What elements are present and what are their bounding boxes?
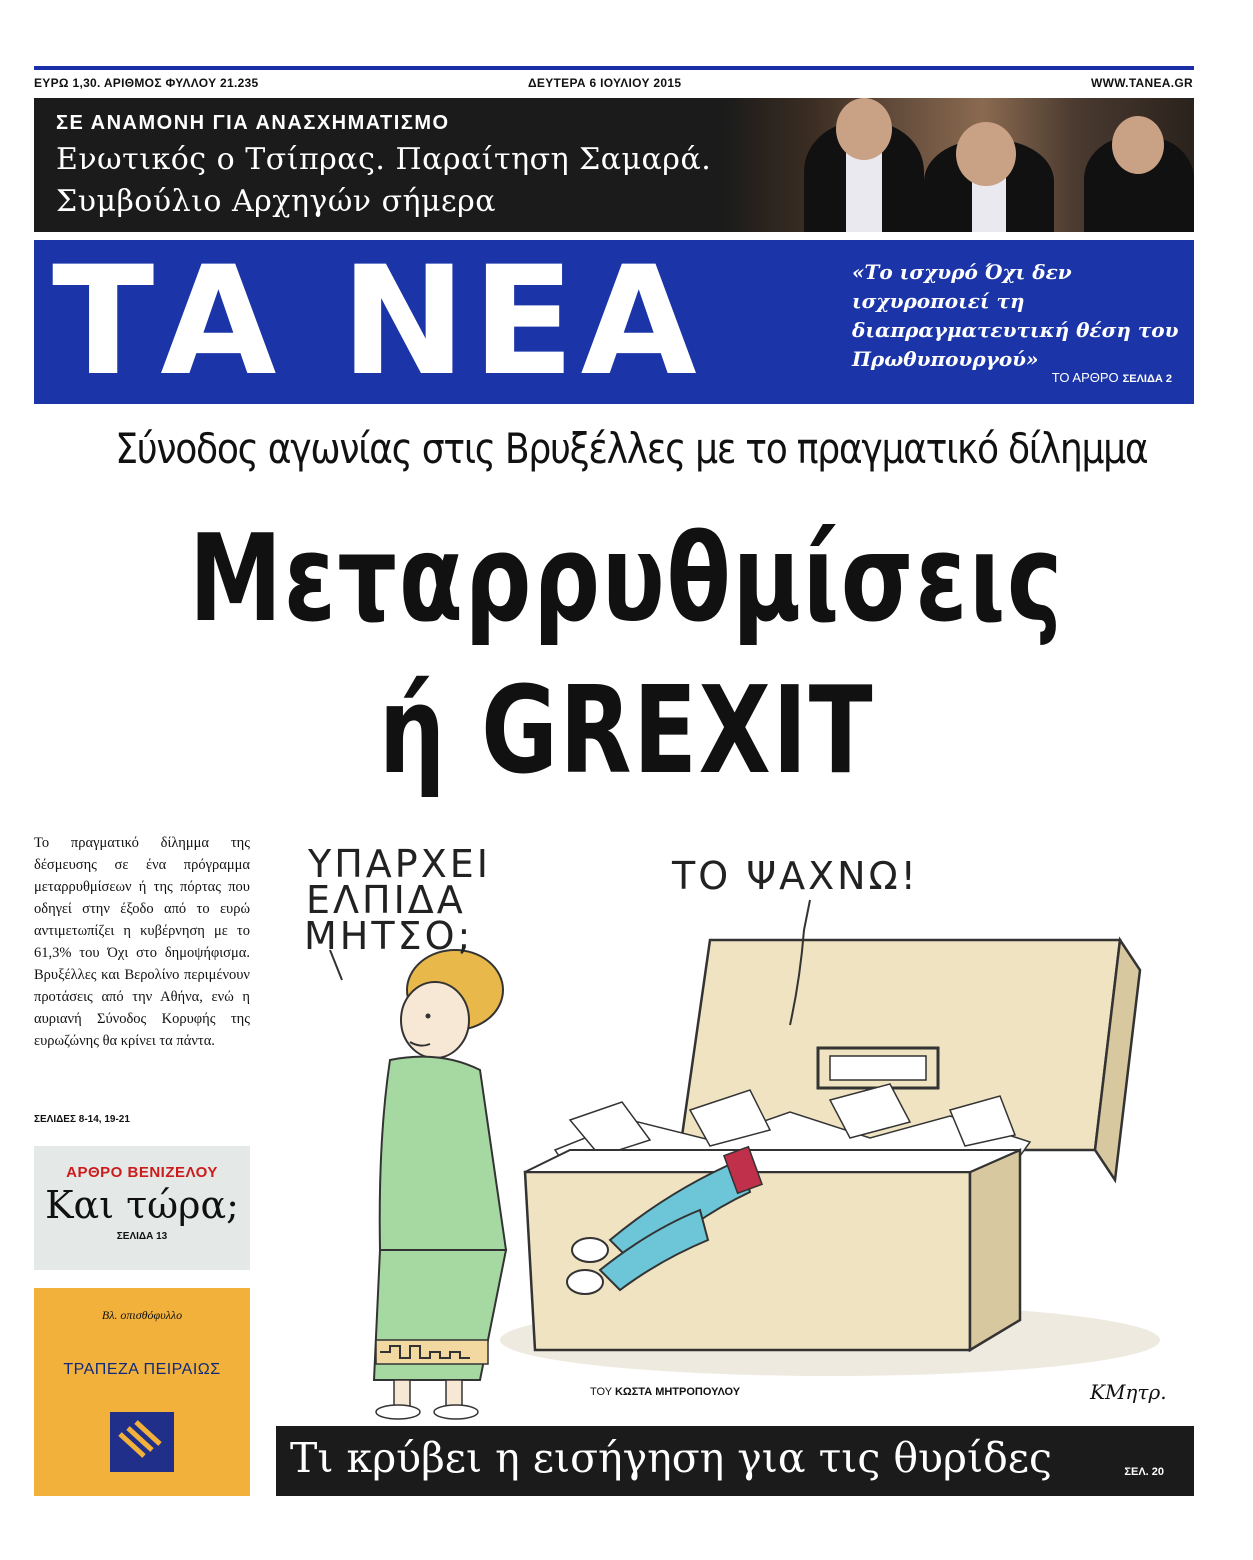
credit-name: ΚΩΣΤΑ ΜΗΤΡΟΠΟΥΛΟΥ — [614, 1386, 741, 1398]
cartoonist-signature: ΚΜητρ. — [1090, 1380, 1167, 1404]
top-banner[interactable] — [34, 98, 1194, 232]
banner-kicker: ΣΕ ΑΝΑΜΟΝΗ ΓΙΑ ΑΝΑΣΧΗΜΑΤΙΣΜΟ — [56, 112, 450, 134]
lead-article-pages[interactable]: ΣΕΛΙΔΕΣ 8-14, 19-21 — [34, 1114, 130, 1125]
person-center-head — [956, 122, 1016, 186]
person-right-head — [1112, 116, 1164, 174]
venizelos-article-box[interactable] — [34, 1146, 250, 1270]
main-kicker: Σύνοδος αγωνίας στις Βρυξέλλες με το πραγματικό δίλημμα — [115, 424, 1148, 473]
woman-speech-line-1: ΥΠΑΡΧΕΙ — [308, 842, 491, 886]
bottom-banner[interactable] — [276, 1426, 1194, 1496]
issue-date: ΔΕΥΤΕΡΑ 6 ΙΟΥΛΙΟΥ 2015 — [528, 76, 682, 90]
bottom-page: ΣΕΛ. 20 — [1124, 1466, 1164, 1478]
politicians-photo — [724, 98, 1194, 232]
main-headline-line-1[interactable]: Μεταρρυθμίσεις — [189, 510, 1064, 649]
editorial-ref-page: ΣΕΛΙΔΑ 2 — [1122, 373, 1172, 385]
editorial-cartoon — [270, 820, 1194, 1420]
bottom-headline: Τι κρύβει η εισήγηση για τις θυρίδες — [290, 1434, 1053, 1482]
banner-line-1: Ενωτικός ο Τσίπρας. Παραίτηση Σαμαρά. — [56, 142, 712, 177]
person-left-head — [836, 98, 892, 160]
credit-prefix: ΤΟΥ — [590, 1386, 612, 1398]
editorial-ref-label: ΤΟ ΑΡΘΡΟ — [1051, 370, 1119, 385]
cartoon-credit — [590, 1386, 740, 1398]
woman-speech-line-2: ΕΛΠΙΔΑ — [306, 878, 466, 922]
woman-speech-line-3: ΜΗΤΣΟ; — [304, 914, 474, 958]
editorial-reference[interactable] — [1052, 370, 1172, 385]
website-link[interactable]: WWW.TANEA.GR — [1090, 76, 1193, 90]
box-speech: ΤΟ ΨΑΧΝΩ! — [672, 854, 919, 898]
venizelos-kicker: ΑΡΘΡΟ ΒΕΝΙΖΕΛΟΥ — [66, 1164, 218, 1181]
ad-brand: ΤΡΑΠΕΖΑ ΠΕΙΡΑΙΩΣ — [63, 1361, 221, 1378]
bank-logo-icon — [110, 1412, 174, 1472]
ad-note: Βλ. οπισθόφυλλο — [101, 1308, 183, 1322]
top-rule — [34, 66, 1194, 70]
lead-article-text: Το πραγματικό δίλημμα της δέσμευσης σε ένα πρόγραμμα μεταρρυθμίσεων ή της πόρτας που οδηγεί στην έξοδο από το ευρώ αντιμετωπίζει η κυβέρνηση με το 61,3% του Όχι στο δημοψήφισμα. Βρυξέλλες και Βερολίνο περιμένουν προτάσεις από την Αθήνα, ενώ η αυριανή Σύνοδος Κορυφής της ευρωζώνης θα κρίνει τα πάντα. — [34, 835, 250, 1049]
newspaper-logo[interactable]: ΤΑ ΝΕΑ — [52, 235, 703, 409]
editorial-quote: «Το ισχυρό Όχι δεν ισχυροποιεί τη διαπραγματευτική θέση του Πρωθυπουργού» — [852, 260, 1179, 371]
masthead — [34, 235, 1194, 409]
venizelos-page: ΣΕΛΙΔΑ 13 — [116, 1231, 168, 1242]
main-headline-line-2[interactable]: ή GREXIT — [378, 662, 875, 801]
banner-line-2: Συμβούλιο Αρχηγών σήμερα — [56, 184, 496, 219]
venizelos-title: Και τώρα; — [45, 1183, 239, 1227]
piraeus-bank-ad[interactable] — [34, 1288, 250, 1496]
price-issue: ΕΥΡΩ 1,30. ΑΡΙΘΜΟΣ ΦΥΛΛΟΥ 21.235 — [34, 76, 259, 90]
